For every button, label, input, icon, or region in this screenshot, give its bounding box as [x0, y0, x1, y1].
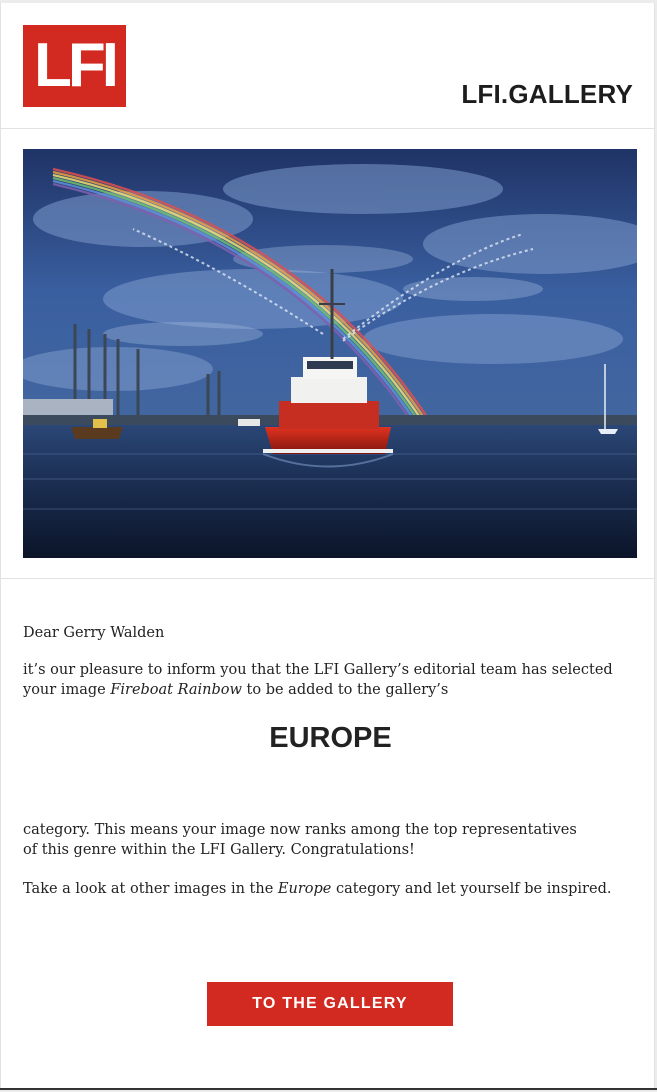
- intro-text-end: to be added to the gallery’s: [241, 682, 449, 698]
- category-heading: EUROPE: [269, 722, 392, 754]
- look-text-end: category and let yourself be inspired.: [331, 881, 612, 897]
- brand-name[interactable]: LFI.GALLERY: [461, 79, 633, 109]
- intro-paragraph: [23, 660, 638, 700]
- image-title: Fireboat Rainbow: [110, 682, 242, 698]
- to-the-gallery-button[interactable]: TO THE GALLERY: [207, 982, 453, 1026]
- ranks-paragraph: category. This means your image now ranks among the top representatives of this genre within the LFI Gallery. Congratulations!: [23, 822, 577, 858]
- bottom-divider: [0, 1088, 657, 1090]
- greeting: Dear Gerry Walden: [23, 625, 165, 641]
- hero-section: [1, 129, 654, 579]
- email-header: [1, 3, 654, 129]
- category-name: Europe: [277, 881, 332, 897]
- hero-image[interactable]: [23, 149, 637, 558]
- look-text: Take a look at other images in the: [23, 881, 278, 897]
- intro-text: it’s our pleasure to inform you that the LFI Gallery’s editorial team has selected your image: [23, 662, 613, 698]
- inspiration-paragraph: [23, 879, 638, 899]
- email-body: [0, 3, 655, 1088]
- lfi-logo[interactable]: LFI: [23, 25, 126, 107]
